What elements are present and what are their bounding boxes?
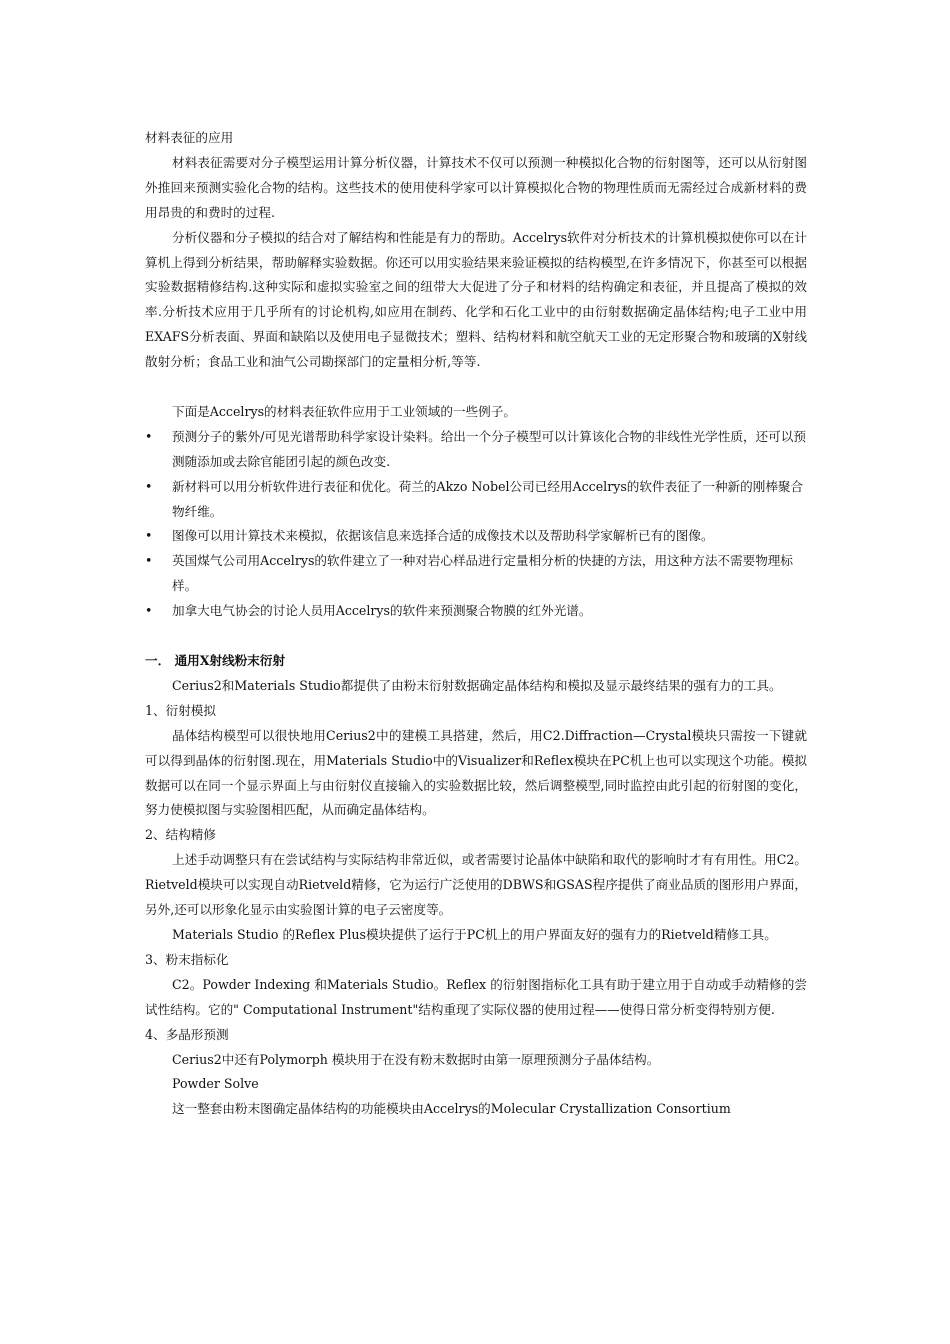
subheading-polymorph-prediction: 4、多晶形预测 xyxy=(145,1026,229,1042)
examples-intro: 下面是Accelrys的材料表征软件应用于工业领域的一些例子。 xyxy=(172,403,516,419)
bullet-item xyxy=(145,549,807,599)
diffraction-simulation-paragraph: 晶体结构模型可以很快地用Cerius2中的建模工具搭建，然后，用C2.Diffraction—Crystal模块只需按一下键就可以得到晶体的衍射图.现在，用Materials Studio中的Visualizer和Reflex模块在PC机上也可以实现这个功能。模拟数据可以在同一个显示界面上与由衍射仪直接输入的实验数据比较，然后调整模型,同时监控由此引起的衍射图的变化，努力使模拟图与实验图相匹配，从而确定晶体结构。 xyxy=(145,727,807,818)
section-title: 材料表征的应用 xyxy=(145,130,234,145)
blank-line xyxy=(145,375,807,400)
bullet-icon: • xyxy=(145,528,153,544)
bullet-text: 新材料可以用分析软件进行表征和优化。荷兰的Akzo Nobel公司已经用Accelrys的软件表征了一种新的刚棒聚合物纤维。 xyxy=(172,478,804,519)
bullet-text: 加拿大电气协会的讨论人员用Accelrys的软件来预测聚合物膜的红外光谱。 xyxy=(172,603,592,619)
polymorph-paragraph: Cerius2中还有Polymorph 模块用于在没有粉末数据时由第一原理预测分子晶体结构。 xyxy=(172,1051,660,1067)
bullet-text: 图像可以用计算技术来模拟，依据该信息来选择合适的成像技术以及帮助科学家解析已有的图像。 xyxy=(172,528,714,544)
structure-refinement-paragraph-1: 上述手动调整只有在尝试结构与实际结构非常近似，或者需要讨论晶体中缺陷和取代的影响时才有有用性。用C2。Rietveld模块可以实现自动Rietveld精修，它为运行广泛使用的DBWS和GSAS程序提供了商业品质的图形用户界面，另外,还可以形象化显示由实验图计算的电子云密度等。 xyxy=(145,852,807,918)
document-page xyxy=(145,126,807,1122)
blank-line xyxy=(145,624,807,649)
bullet-text: 预测分子的紫外/可见光谱帮助科学家设计染料。给出一个分子模型可以计算该化合物的非线性光学性质，还可以预测随添加或去除官能团引起的颜色改变. xyxy=(172,428,806,469)
bullet-icon: • xyxy=(145,478,153,494)
intro-paragraph-1: 材料表征需要对分子模型运用计算分析仪器，计算技术不仅可以预测一种模拟化合物的衍射图等，还可以从衍射图外推回来预测实验化合物的结构。这些技术的使用使科学家可以计算模拟化合物的物理性质而无需经过合成新材料的费用昂贵的和费时的过程. xyxy=(145,154,807,220)
bullet-text: 英国煤气公司用Accelrys的软件建立了一种对岩心样品进行定量相分析的快捷的方法，用这种方法不需要物理标样。 xyxy=(172,553,793,594)
subheading-diffraction-simulation: 1、衍射模拟 xyxy=(145,702,216,718)
heading-xrd: 一． 通用X射线粉末衍射 xyxy=(145,653,286,668)
intro-paragraph-2: 分析仪器和分子模拟的结合对了解结构和性能是有力的帮助。Accelrys软件对分析技术的计算机模拟使你可以在计算机上得到分析结果，帮助解释实验数据。你还可以用实验结果来验证模拟的结构模型,在许多情况下，你甚至可以根据实验数据精修结构.这种实际和虚拟实验室之间的纽带大大促进了分子和材料的结构确定和表征，并且提高了模拟的效率.分析技术应用于几乎所有的讨论机构,如应用在制药、化学和石化工业中的由衍射数据确定晶体结构;电子工业中用EXAFS分析表面、界面和缺陷以及使用电子显微技术；塑料、结构材料和航空航天工业的无定形聚合物和玻璃的X射线散射分析；食品工业和油气公司勘探部门的定量相分析,等等. xyxy=(145,229,807,370)
structure-refinement-paragraph-2: Materials Studio 的Reflex Plus模块提供了运行于PC机上的用户界面友好的强有力的Rietveld精修工具。 xyxy=(172,926,777,942)
heading-xrd-paragraph: Cerius2和Materials Studio都提供了由粉末衍射数据确定晶体结构和模拟及显示最终结果的强有力的工具。 xyxy=(172,677,782,693)
bullet-item xyxy=(145,475,807,525)
subheading-structure-refinement: 2、结构精修 xyxy=(145,827,216,843)
bullet-item xyxy=(145,599,807,624)
powder-indexing-paragraph: C2。Powder Indexing 和Materials Studio。Reflex 的衍射图指标化工具有助于建立用于自动或手动精修的尝试性结构。它的" Computational Instrument"结构重现了实际仪器的使用过程——使得日常分析变得特别方便. xyxy=(145,976,807,1017)
bullet-icon: • xyxy=(145,603,153,619)
subheading-powder-indexing: 3、粉末指标化 xyxy=(145,951,229,967)
bullet-icon: • xyxy=(145,428,153,444)
powder-solve-paragraph: 这一整套由粉末图确定晶体结构的功能模块由Accelrys的Molecular Crystallization Consortium xyxy=(172,1101,731,1117)
bullet-icon: • xyxy=(145,553,153,569)
bullet-item xyxy=(145,524,807,549)
bullet-item xyxy=(145,425,807,475)
powder-solve-label: Powder Solve xyxy=(172,1076,259,1092)
